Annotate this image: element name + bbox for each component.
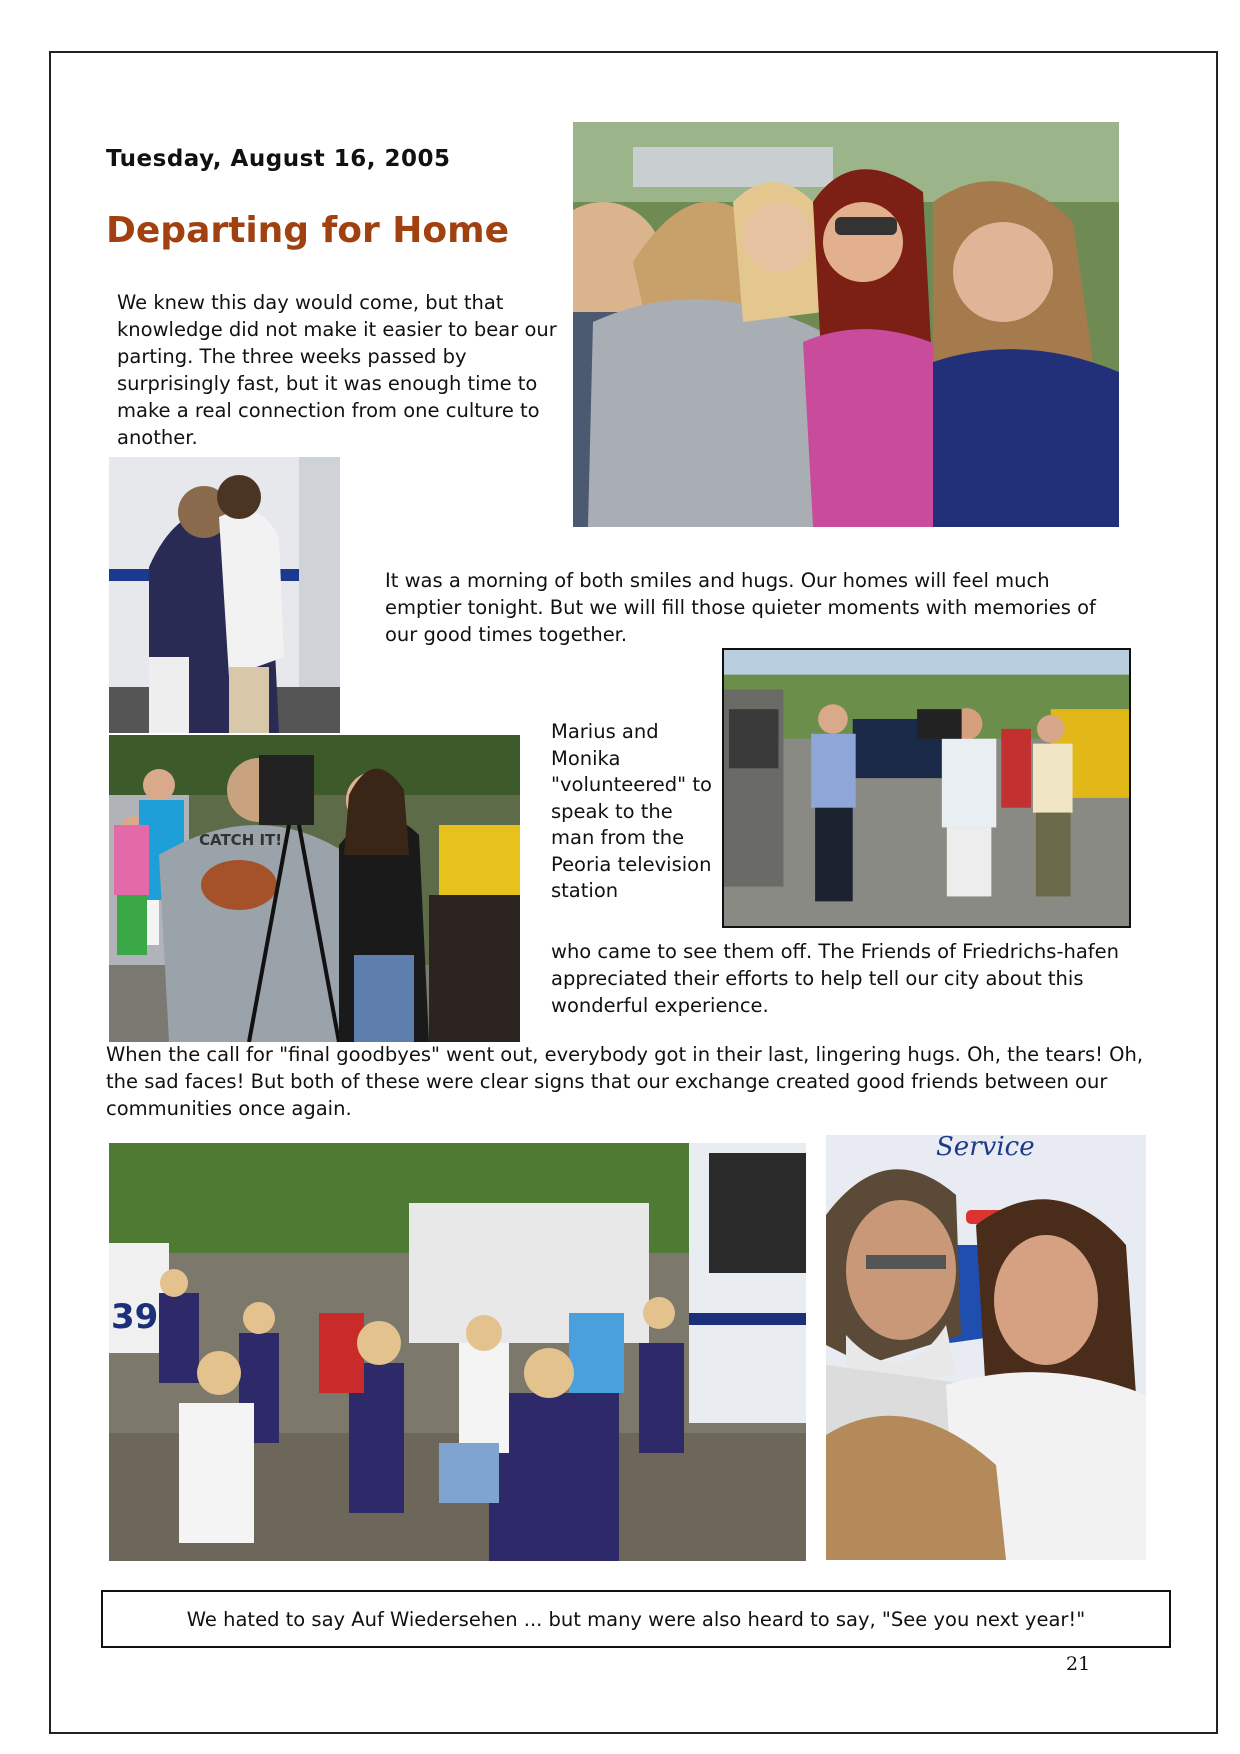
page-title: Departing for Home <box>106 210 510 251</box>
photo-women-talking <box>573 122 1119 527</box>
trailer-sign: Service <box>936 1135 1035 1162</box>
page-number: 21 <box>1066 1653 1091 1675</box>
marius-paragraph: Marius and Monika "volunteered" to speak to the man from the Peoria television station <box>551 720 712 902</box>
photo-crowd-bus <box>109 1143 806 1561</box>
closing-caption-box <box>101 1590 1171 1648</box>
morning-paragraph: It was a morning of both smiles and hugs. Our homes will feel much emptier tonight. But we will fill those quieter moments with memories of our good times together. <box>385 569 1096 646</box>
page-date: Tuesday, August 16, 2005 <box>106 146 451 172</box>
photo-man-woman <box>826 1135 1146 1560</box>
closing-caption: We hated to say Auf Wiedersehen ... but many were also heard to say, "See you next year!" <box>186 1607 1086 1631</box>
photo-interview-parking <box>722 648 1131 928</box>
goodbyes-paragraph: When the call for "final goodbyes" went out, everybody got in their last, lingering hugs. Oh, the tears! Oh, the sad faces! But both of these were clear signs that our exchange created good friends between our communities once again. <box>106 1043 1144 1120</box>
intro-paragraph: We knew this day would come, but that knowledge did not make it easier to bear our parting. The three weeks passed by surprisingly fast, but it was enough time to make a real connection from one culture to another. <box>117 291 557 449</box>
marius-continued-paragraph: who came to see them off. The Friends of Friedrichs-hafen appreciated their efforts to help tell our city about this wonderful experience. <box>551 940 1120 1017</box>
photo-tv-camera <box>109 735 520 1042</box>
bus-number: 39 <box>111 1297 159 1337</box>
shirt-text: CATCH IT! <box>199 831 283 849</box>
photo-hug-trailer <box>109 457 340 733</box>
